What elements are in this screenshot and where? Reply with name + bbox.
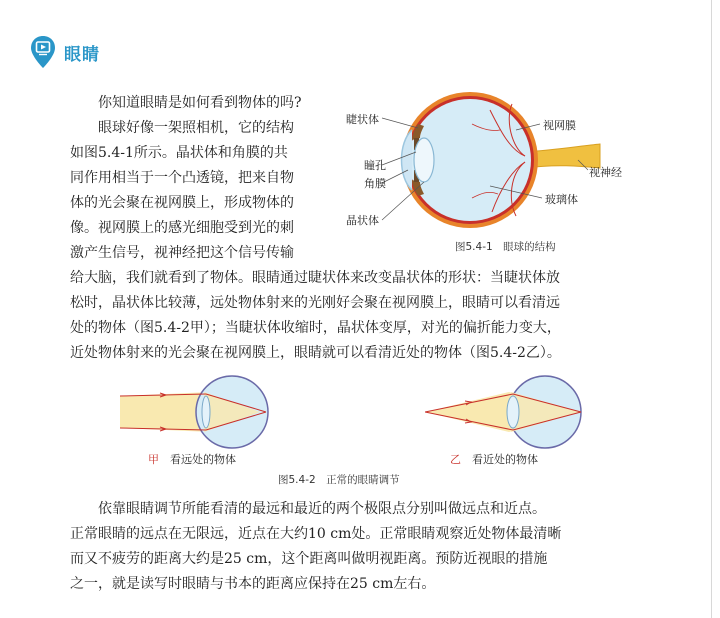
- far-mark: 甲: [148, 453, 159, 466]
- para2-line: 处的物体（图5.4-2甲）；当睫状体收缩时，晶状体变厚，对光的偏折能力变大，: [70, 320, 561, 336]
- paragraph-2: [70, 266, 640, 366]
- figure2-caption: 图5.4-2 正常的眼睛调节: [278, 474, 400, 486]
- eye-near-diagram: [425, 374, 600, 450]
- label-retina: 视网膜: [543, 119, 576, 132]
- para3-line: 而又不疲劳的距离大约是25 cm，这个距离叫做明视距离。预防近视眼的措施: [70, 551, 548, 567]
- label-optic-nerve: 视神经: [589, 166, 622, 179]
- label-pupil: 瞳孔: [364, 159, 386, 172]
- para3-line: 依靠眼睛调节所能看清的最远和最近的两个极限点分别叫做远点和近点。: [98, 501, 546, 517]
- intro-line: 你知道眼睛是如何看到物体的吗?: [98, 95, 302, 111]
- label-cornea: 角膜: [364, 177, 386, 190]
- far-text: 看远处的物体: [170, 453, 236, 466]
- label-vitreous: 玻璃体: [545, 193, 578, 206]
- intro-line: 像。视网膜上的感光细胞受到光的刺: [70, 220, 294, 236]
- intro-line: 体的光会聚在视网膜上，形成物体的: [70, 195, 294, 211]
- intro-line: 眼球好像一架照相机，它的结构: [98, 120, 294, 136]
- section-title: 眼睛: [64, 45, 100, 65]
- near-mark: 乙: [450, 453, 461, 466]
- para2-line: 松时，晶状体比较薄，远处物体射来的光刚好会聚在视网膜上，眼睛可以看清远: [70, 295, 560, 311]
- eye-far-diagram: [120, 374, 290, 450]
- intro-paragraph: [70, 91, 360, 266]
- para2-line: 近处物体射来的光会聚在视网膜上，眼睛就可以看清近处的物体（图5.4-2乙）。: [70, 345, 561, 361]
- intro-line: 如图5.4-1所示。晶状体和角膜的共: [70, 145, 288, 161]
- intro-line: 激产生信号，视神经把这个信号传输: [70, 245, 294, 261]
- para3-line: 正常眼睛的远点在无限远，近点在大约10 cm处。正常眼睛观察近处物体最清晰: [70, 526, 562, 542]
- near-text: 看近处的物体: [472, 453, 538, 466]
- intro-line: 同作用相当于一个凸透镜，把来自物: [70, 170, 294, 186]
- location-pin-screen-icon: [30, 35, 56, 69]
- para2-line: 给大脑，我们就看到了物体。眼睛通过睫状体来改变晶状体的形状：当睫状体放: [70, 270, 560, 286]
- para3-line: 之一，就是读写时眼睛与书本的距离应保持在25 cm左右。: [70, 576, 436, 592]
- paragraph-3: [70, 497, 640, 597]
- page-edge-divider: [711, 0, 712, 618]
- figure1-caption: 图5.4-1 眼球的结构: [455, 241, 556, 253]
- label-lens: 晶状体: [346, 214, 379, 227]
- label-ciliary: 睫状体: [346, 113, 379, 126]
